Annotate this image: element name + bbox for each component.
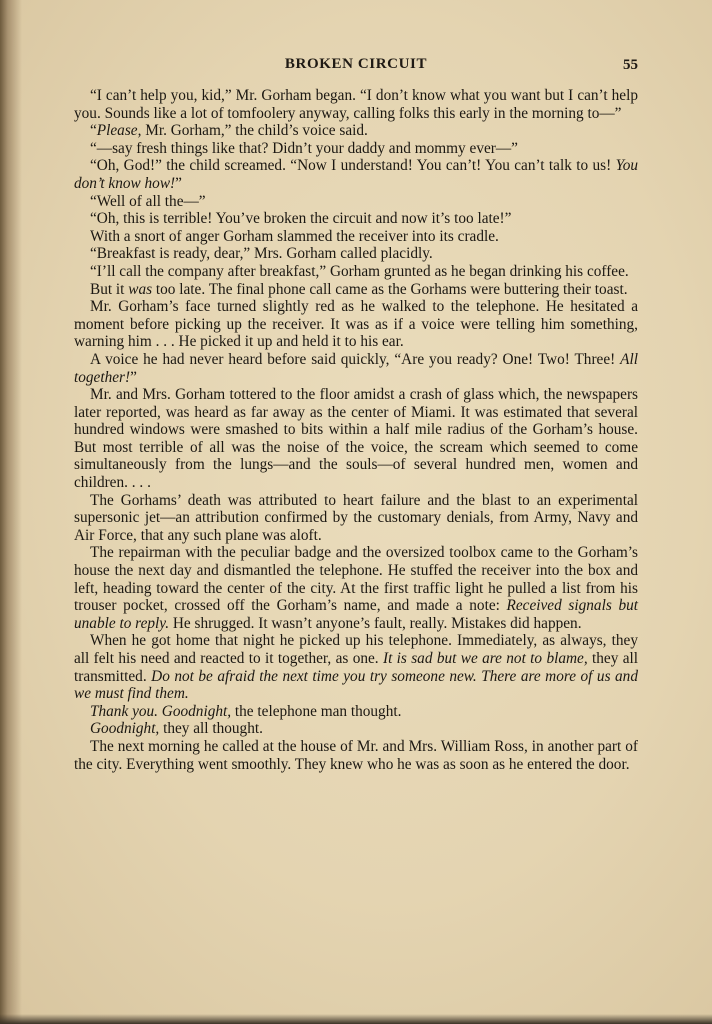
paragraph bbox=[74, 632, 638, 702]
text-segment: they all transmitted. bbox=[74, 650, 638, 685]
text-segment: ” bbox=[175, 174, 182, 192]
paragraph bbox=[74, 298, 638, 351]
text-segment: “ bbox=[90, 122, 97, 140]
paragraph bbox=[74, 263, 638, 281]
text-segment: “Well of all the—” bbox=[90, 192, 206, 210]
italic-text-segment: Thank you. Goodnight, bbox=[90, 702, 232, 720]
text-segment: A voice he had never heard before said quickly, “Are you ready? One! Two! Three! bbox=[90, 350, 621, 368]
text-segment: Mr. and Mrs. Gorham tottered to the floor amidst a crash of glass which, the newspapers later reported, was heard as far away as the center of Miami. It was estimated that several hundred windows were smashed to bits within a half mile radius of the Gorham’s house. But most terrible of all was the noise of the voice, the scream which seemed to come simultaneously from the lungs—and the souls—of several hundred men, women and children. . . . bbox=[74, 386, 638, 492]
italic-text-segment: It is sad but we are not to blame, bbox=[382, 650, 588, 667]
text-segment: too late. The final phone call came as the Gorhams were buttering their toast. bbox=[152, 280, 628, 298]
italic-text-segment: Goodnight, bbox=[90, 720, 160, 738]
text-segment: But it bbox=[90, 280, 129, 298]
text-segment: “Oh, this is terrible! You’ve broken the circuit and now it’s too late!” bbox=[90, 210, 512, 228]
text-segment: “I’ll call the company after breakfast,” Gorham grunted as he began drinking his coffee. bbox=[90, 262, 629, 280]
text-segment: “—say fresh things like that? Didn’t your daddy and mommy ever—” bbox=[90, 139, 518, 157]
text-segment: they all thought. bbox=[159, 720, 263, 738]
body-text bbox=[74, 87, 638, 773]
text-segment: ” bbox=[130, 368, 137, 386]
page-bottom-edge bbox=[0, 1014, 712, 1024]
book-spine-shadow bbox=[0, 0, 22, 1024]
paragraph bbox=[74, 351, 638, 386]
italic-text-segment: You don’t know how! bbox=[74, 157, 638, 192]
paragraph bbox=[74, 228, 638, 246]
paragraph bbox=[74, 720, 638, 738]
text-segment: The next morning he called at the house of Mr. and Mrs. William Ross, in another part of the city. Everything went smoothly. They knew who he was as soon as he entered the door. bbox=[74, 737, 638, 773]
paragraph bbox=[74, 386, 638, 492]
italic-text-segment: Do not be afraid the next time you try someone new. There are more of us and we must find them. bbox=[74, 667, 638, 703]
text-segment: “Breakfast is ready, dear,” Mrs. Gorham called placidly. bbox=[90, 245, 433, 263]
page-number: 55 bbox=[623, 57, 638, 73]
text-segment: the telephone man thought. bbox=[231, 702, 402, 720]
paragraph bbox=[74, 738, 638, 773]
text-segment: When he got home that night he picked up his telephone. Immediately, as always, they all felt his need and reacted to it together, as one. bbox=[74, 632, 638, 667]
paragraph bbox=[74, 157, 638, 192]
italic-text-segment: was bbox=[128, 280, 153, 298]
text-segment: The repairman with the peculiar badge and the oversized toolbox came to the Gorham’s house the next day and dismantled the telephone. He stuffed the receiver into the box and left, heading toward the center of the city. At the first traffic light he pulled a list from his trouser pocket, crossed off the Gorham’s name, and made a note: bbox=[74, 544, 638, 615]
paragraph bbox=[74, 193, 638, 211]
text-segment: Mr. Gorham,” the child’s voice said. bbox=[141, 122, 368, 140]
italic-text-segment: Please, bbox=[96, 122, 142, 140]
paragraph bbox=[74, 245, 638, 263]
paragraph bbox=[74, 122, 638, 140]
italic-text-segment: All together! bbox=[74, 350, 638, 386]
paragraph bbox=[74, 703, 638, 721]
text-segment: The Gorhams’ death was attributed to heart failure and the blast to an experimental supersonic jet—an attribution confirmed by the customary denials, from Army, Navy and Air Force, that any such plane was aloft. bbox=[74, 491, 638, 544]
page-header bbox=[74, 56, 638, 78]
paragraph bbox=[74, 140, 638, 158]
paragraph bbox=[74, 544, 638, 632]
text-segment: “Oh, God!” the child screamed. “Now I understand! You can’t! You can’t talk to us! bbox=[90, 157, 616, 175]
paragraph bbox=[74, 210, 638, 228]
paragraph bbox=[74, 281, 638, 299]
text-segment: With a snort of anger Gorham slammed the receiver into its cradle. bbox=[90, 227, 499, 245]
text-segment: “I can’t help you, kid,” Mr. Gorham began. “I don’t know what you want but I can’t help you. Sounds like a lot of tomfoolery anyway, calling folks this early in the morning to—” bbox=[74, 87, 638, 122]
running-title: BROKEN CIRCUIT bbox=[284, 56, 428, 72]
text-segment: He shrugged. It wasn’t anyone’s fault, really. Mistakes did happen. bbox=[169, 614, 582, 632]
paragraph bbox=[74, 87, 638, 122]
text-segment: Mr. Gorham’s face turned slightly red as he walked to the telephone. He hesitated a moment before picking up the receiver. It was as if a voice were telling him something, warning him . . . He picked it up and held it to his ear. bbox=[74, 298, 638, 351]
italic-text-segment: Received signals but unable to reply. bbox=[74, 597, 638, 632]
paragraph bbox=[74, 492, 638, 545]
